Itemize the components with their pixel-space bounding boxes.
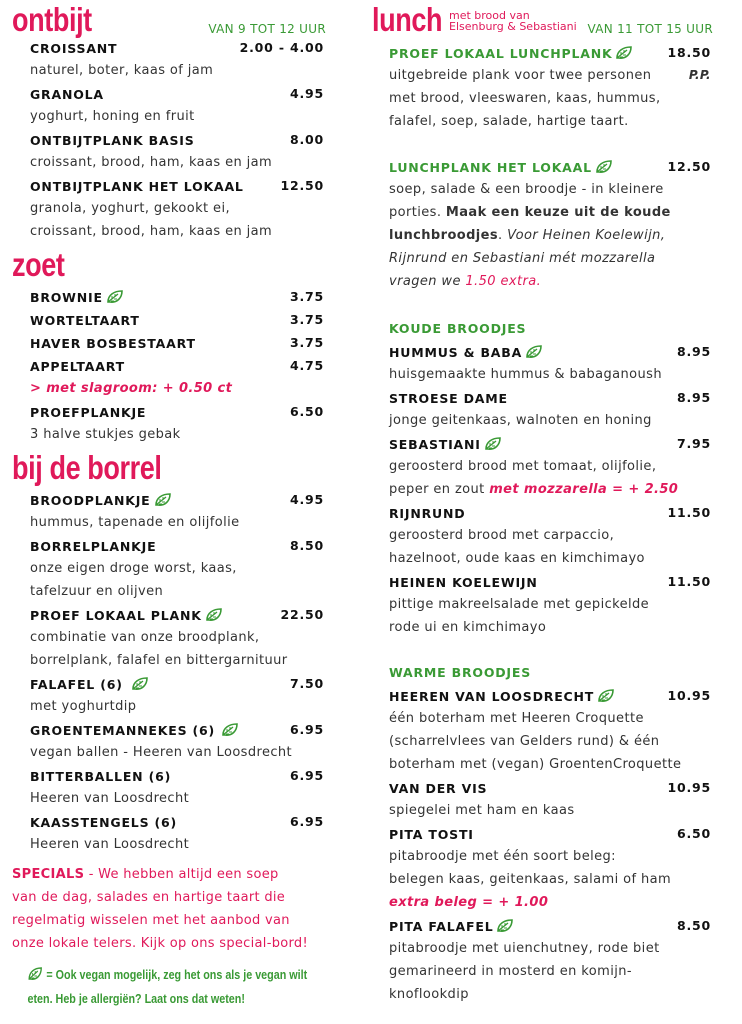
item-price: 8.50 [289,538,324,553]
leaf-icon [496,919,514,933]
item-price: 6.95 [289,814,324,829]
borrel-header [12,448,330,488]
item-desc-italic: vragen we [389,274,466,289]
item-desc: met yoghurtdip [30,699,137,714]
item-price: 10.95 [667,688,711,703]
item-desc: naturel, boter, kaas of jam [30,63,214,78]
menu-item-lunchplank-het-lokaal [372,155,717,293]
item-name: SEBASTIANI [389,437,481,452]
per-person-label: P.P. [688,68,711,82]
item-desc: pitabroodje met één soort beleg: [389,849,616,864]
lunch-title: lunch [372,1,443,38]
menu-item-groentemannekes [12,718,330,764]
item-extra: > met slagroom: + 0.50 ct [30,381,233,396]
item-name: GROENTEMANNEKES (6) [30,723,216,738]
item-desc-pink: 1.50 extra. [465,274,542,289]
menu-item-hummus-baba [372,340,717,386]
item-desc: 3 halve stukjes gebak [30,427,181,442]
item-extra: met mozzarella = + 2.50 [489,482,679,497]
item-price: 4.95 [289,492,324,507]
item-desc: vegan ballen - Heeren van Loosdrecht [30,745,293,760]
zoet-header [12,245,330,285]
borrel-title: bij de borrel [12,449,162,486]
specials-block [12,863,330,955]
item-desc: pitabroodje met uienchutney, rode biet [389,941,660,956]
menu-item-proef-lokaal-plank [12,603,330,672]
specials-text: regelmatig wisselen met het aanbod van [12,913,290,928]
item-desc: (scharrelvlees van Gelders rund) & één [389,734,660,749]
left-column [12,0,330,1011]
item-desc: Heeren van Loosdrecht [30,791,190,806]
lunch-subtitle-line: Elsenburg & Sebastiani [449,20,577,33]
item-desc-italic: Rijnrund en Sebastiani mét mozzarella [389,251,656,266]
item-name: BORRELPLANKJE [30,539,157,554]
item-desc: . [498,228,508,243]
lunch-header [372,0,717,38]
menu-item-heeren-van-loosdrecht [372,684,717,776]
menu-item-falafel [12,672,330,718]
menu-item-rijnrund [372,501,717,570]
item-desc: jonge geitenkaas, walnoten en honing [389,413,652,428]
item-price: 8.50 [676,918,711,933]
item-desc: croissant, brood, ham, kaas en jam [30,155,273,170]
item-name: APPELTAART [30,359,125,374]
item-name: HEEREN VAN LOOSDRECHT [389,689,595,704]
item-name: HAVER BOSBESTAART [30,336,196,351]
specials-text: van de dag, salades en hartige taart die [12,890,286,905]
menu-item-haver-bosbestaart [12,331,330,354]
leaf-icon [221,723,239,737]
item-desc: falafel, soep, salade, hartige taart. [389,114,629,129]
item-name: BITTERBALLEN (6) [30,769,172,784]
item-name: PROEFPLANKJE [30,405,147,420]
item-desc: onze eigen droge worst, kaas, [30,561,237,576]
item-desc: rode ui en kimchimayo [389,620,547,635]
item-price: 3.75 [289,335,324,350]
item-desc-bold: Maak een keuze uit de koude [445,205,671,220]
menu-item-ontbijtplank-basis [12,128,330,174]
menu-item-borrelplankje [12,534,330,603]
item-price: 8.00 [289,132,324,147]
zoet-title: zoet [12,246,65,283]
item-desc: één boterham met Heeren Croquette [389,711,644,726]
koude-broodjes-title: KOUDE BROODJES [389,321,527,336]
item-desc: geroosterd brood met tomaat, olijfolie, [389,459,657,474]
specials-text: onze lokale telers. Kijk op ons special-bord! [12,936,308,951]
item-price: 11.50 [667,505,711,520]
item-price: 3.75 [289,312,324,327]
item-price: 6.95 [289,722,324,737]
menu-item-pita-tosti [372,822,717,914]
item-name: KAASSTENGELS (6) [30,815,178,830]
item-name: BROWNIE [30,290,103,305]
item-price: 3.75 [289,289,324,304]
item-price: 12.50 [280,178,324,193]
item-price: 6.50 [289,404,324,419]
menu-item-broodplankje [12,488,330,534]
vegan-note [12,963,328,1011]
item-name: PROEF LOKAAL LUNCHPLANK [389,46,613,61]
menu-item-granola [12,82,330,128]
menu-item-stroese-dame [372,386,717,432]
item-desc: borrelplank, falafel en bittergarnituur [30,653,288,668]
leaf-icon [131,677,149,691]
menu-item-bitterballen [12,764,330,810]
right-column [372,0,717,1006]
item-price: 6.50 [676,826,711,841]
item-name: PROEF LOKAAL PLANK [30,608,202,623]
item-price: 18.50 [667,45,711,60]
menu-item-pita-falafel [372,914,717,1006]
specials-text: - We hebben altijd een soep [84,867,279,882]
menu-item-brownie [12,285,330,308]
item-price: 7.95 [676,436,711,451]
item-desc: hazelnoot, oude kaas en kimchimayo [389,551,645,566]
item-desc: tafelzuur en olijven [30,584,164,599]
item-price: 8.95 [676,344,711,359]
leaf-icon [595,160,613,174]
item-price: 2.00 - 4.00 [239,40,324,55]
item-name: HUMMUS & BABA [389,345,523,360]
menu-item-proefplankje [12,400,330,446]
item-name: CROISSANT [30,41,118,56]
item-desc: granola, yoghurt, gekookt ei, [30,201,231,216]
item-desc: met brood, vleeswaren, kaas, hummus, [389,91,661,106]
ontbijt-hours: VAN 9 TOT 12 UUR [208,22,326,36]
item-desc: uitgebreide plank voor twee personen [389,68,652,83]
item-name: BROODPLANKJE [30,493,151,508]
item-price: 12.50 [667,159,711,174]
ontbijt-header [12,0,330,38]
menu-item-worteltaart [12,308,330,331]
leaf-icon [154,493,172,507]
lunch-subtitle [449,10,577,32]
menu-item-sebastiani [372,432,717,501]
item-name: RIJNRUND [389,506,466,521]
item-desc: geroosterd brood met carpaccio, [389,528,615,543]
item-desc: belegen kaas, geitenkaas, salami of ham [389,872,672,887]
leaf-icon [597,689,615,703]
vegan-note-text: eten. Heb je allergiën? Laat ons dat weten! [27,992,245,1006]
item-desc-bold: lunchbroodjes [389,228,499,243]
item-price: 11.50 [667,574,711,589]
menu-item-van-der-vis [372,776,717,822]
menu-item-ontbijtplank-het-lokaal [12,174,330,243]
item-extra: extra beleg = + 1.00 [389,895,549,910]
specials-label: SPECIALS [12,867,85,882]
leaf-icon [205,608,223,622]
menu-item-croissant [12,36,330,82]
lunch-hours: VAN 11 TOT 15 UUR [587,22,713,36]
item-desc: peper en zout [389,482,490,497]
leaf-icon [106,290,124,304]
item-name: WORTELTAART [30,313,140,328]
item-desc: porties. [389,205,446,220]
item-desc: Heeren van Loosdrecht [30,837,190,852]
item-desc: boterham met (vegan) GroentenCroquette [389,757,682,772]
item-desc: combinatie van onze broodplank, [30,630,260,645]
item-desc: croissant, brood, ham, kaas en jam [30,224,273,239]
item-price: 8.95 [676,390,711,405]
item-name: LUNCHPLANK HET LOKAAL [389,160,592,175]
item-price: 7.50 [289,676,324,691]
item-name: GRANOLA [30,87,104,102]
item-name: VAN DER VIS [389,781,488,796]
item-price: 6.95 [289,768,324,783]
menu-item-kaasstengels [12,810,330,856]
item-desc: soep, salade & een broodje - in kleinere [389,182,664,197]
ontbijt-title: ontbijt [12,1,92,38]
item-name: ONTBIJTPLANK HET LOKAAL [30,179,244,194]
item-name: PITA FALAFEL [389,919,494,934]
menu-item-heinen-koelewijn [372,570,717,639]
leaf-icon [615,46,633,60]
warme-broodjes-title: WARME BROODJES [389,665,532,680]
vegan-note-text: = Ook vegan mogelijk, zeg het ons als je vegan wilt [46,968,308,982]
item-price: 10.95 [667,780,711,795]
item-price: 22.50 [280,607,324,622]
lunch-subtitle-line: met brood van [449,9,530,22]
item-desc: yoghurt, honing en fruit [30,109,195,124]
menu-item-proef-lokaal-lunchplank [372,41,717,133]
item-desc: gemarineerd in mosterd en komijn- [389,964,632,979]
item-desc: huisgemaakte hummus & babaganoush [389,367,662,382]
item-name: FALAFEL (6) [30,677,123,692]
menu-item-appeltaart [12,354,330,400]
leaf-icon [27,967,42,981]
item-desc: hummus, tapenade en olijfolie [30,515,240,530]
item-desc: pittige makreelsalade met gepickelde [389,597,650,612]
leaf-icon [525,345,543,359]
item-desc: knoflookdip [389,987,469,1002]
item-price: 4.75 [289,358,324,373]
item-price: 4.95 [289,86,324,101]
item-name: HEINEN KOELEWIJN [389,575,538,590]
item-name: STROESE DAME [389,391,508,406]
item-desc-italic: Voor Heinen Koelewijn, [507,228,666,243]
item-name: PITA TOSTI [389,827,474,842]
leaf-icon [484,437,502,451]
item-name: ONTBIJTPLANK BASIS [30,133,195,148]
item-desc: spiegelei met ham en kaas [389,803,575,818]
